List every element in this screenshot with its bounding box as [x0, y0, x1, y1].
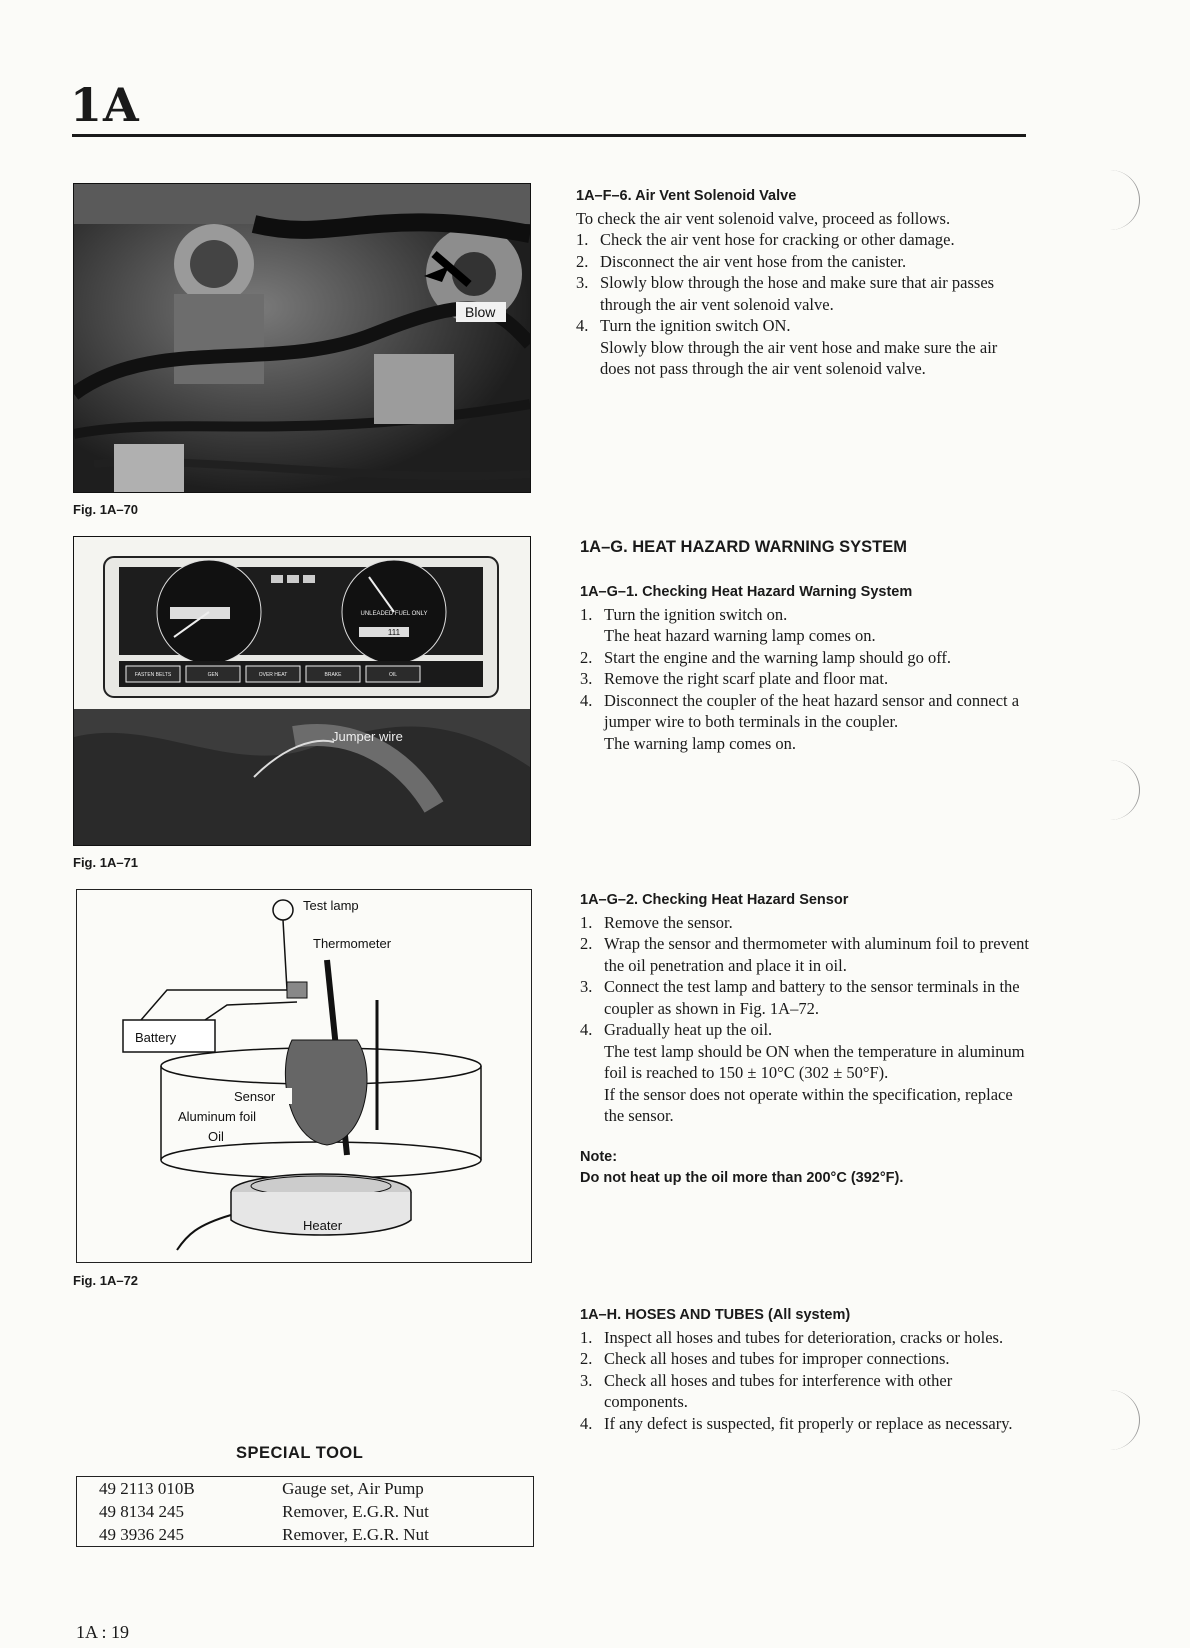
- section-1a-g-2: [580, 890, 1032, 1190]
- sensor-test-diagram: [76, 889, 532, 1263]
- list-item: 4. Gradually heat up the oil. The test lamp should be ON when the temperature in aluminum foil is reached to 150 ± 10°C (302 ± 50°F). If the sensor does not operate within the specification, replace the sensor.: [580, 1020, 1025, 1125]
- special-tool-title: SPECIAL TOOL: [236, 1444, 364, 1462]
- test-lamp-label: Test lamp: [303, 898, 359, 913]
- figure-caption: Fig. 1A–71: [73, 855, 139, 870]
- section-title: 1A–G–2. Checking Heat Hazard Sensor: [580, 892, 849, 908]
- indicator-brake: BRAKE: [324, 672, 342, 678]
- section-1a-h: [580, 1305, 1034, 1434]
- list-item: 2. Check all hoses and tubes for improper connections.: [580, 1349, 950, 1368]
- indicator-gen: GEN: [207, 672, 219, 678]
- note-text: Do not heat up the oil more than 200°C (392°F).: [580, 1170, 904, 1186]
- section-1a-g-title: 1A–G. HEAT HAZARD WARNING SYSTEM: [580, 538, 907, 556]
- table-row: [77, 1477, 534, 1501]
- tool-name: Remover, E.G.R. Nut: [282, 1502, 429, 1521]
- jumper-wire-label: Jumper wire: [332, 729, 403, 744]
- cluster-photo: [73, 536, 531, 846]
- binding-mark: [1109, 170, 1140, 230]
- note-label: Note:: [580, 1148, 618, 1165]
- list-item: 3. Slowly blow through the hose and make sure that air passes through the air vent solenoid valve.: [576, 273, 995, 314]
- tool-part-number: 49 3936 245: [99, 1525, 184, 1544]
- indicator-oil: OIL: [388, 672, 398, 678]
- header-rule: [72, 134, 1026, 137]
- list-item: 1. Remove the sensor.: [580, 912, 733, 932]
- section-1a-f-6: [576, 186, 1030, 380]
- indicator-fasten: FASTEN BELTS: [134, 672, 172, 678]
- list-item: 3. Remove the right scarf plate and floor mat.: [580, 669, 889, 688]
- table-row: [77, 1500, 534, 1523]
- figure-caption: Fig. 1A–70: [73, 502, 139, 517]
- list-item: 2. Start the engine and the warning lamp should go off.: [580, 647, 952, 667]
- list-item: 4. Disconnect the coupler of the heat hazard sensor and connect a jumper wire to both terminals in the coupler. The warning lamp comes on.: [580, 690, 1020, 753]
- test-lamp-icon: [273, 900, 293, 920]
- battery-label: Battery: [135, 1030, 177, 1045]
- figure-caption: Fig. 1A–72: [73, 1273, 139, 1288]
- section-title: 1A–G–1. Checking Heat Hazard Warning System: [580, 584, 913, 600]
- heater-label: Heater: [303, 1218, 343, 1233]
- special-tool-table: [76, 1476, 534, 1547]
- odometer-text: 111: [387, 628, 401, 637]
- tool-name: Gauge set, Air Pump: [282, 1479, 424, 1498]
- list-item: 4. If any defect is suspected, fit properly or replace as necessary.: [580, 1413, 1013, 1433]
- section-intro: To check the air vent solenoid valve, proceed as follows.: [576, 208, 951, 228]
- list-item: 1. Inspect all hoses and tubes for deterioration, cracks or holes.: [580, 1327, 1004, 1347]
- list-item: 3. Connect the test lamp and battery to the sensor terminals in the coupler as shown in Fig. 1A–72.: [580, 977, 1020, 1018]
- list-item: 1. Check the air vent hose for cracking or other damage.: [576, 230, 955, 249]
- table-row: [77, 1523, 534, 1547]
- blow-label: Blow: [465, 304, 496, 320]
- section-header: 1A: [70, 78, 140, 132]
- section-1a-g-1: [580, 582, 1030, 754]
- thermometer-label: Thermometer: [313, 936, 392, 951]
- sensor-label: Sensor: [234, 1089, 276, 1104]
- section-title: 1A–H. HOSES AND TUBES (All system): [580, 1307, 851, 1323]
- fuel-note: UNLEADED FUEL ONLY: [360, 611, 428, 617]
- indicator-overheat: OVER HEAT: [258, 672, 288, 678]
- binding-mark: [1109, 760, 1140, 820]
- page-number: 1A : 19: [76, 1622, 130, 1642]
- tool-name: Remover, E.G.R. Nut: [282, 1525, 429, 1544]
- section-title: 1A–F–6. Air Vent Solenoid Valve: [576, 188, 797, 204]
- aluminum-foil-label: Aluminum foil: [178, 1109, 257, 1124]
- list-item: 3. Check all hoses and tubes for interference with other components.: [580, 1370, 953, 1411]
- engine-photo: [73, 183, 531, 493]
- list-item: 1. Turn the ignition switch on. The heat hazard warning lamp comes on.: [580, 604, 876, 645]
- list-item: 2. Wrap the sensor and thermometer with aluminum foil to prevent the oil penetration and place it in oil.: [580, 934, 1030, 975]
- list-item: 2. Disconnect the air vent hose from the canister.: [576, 251, 907, 271]
- tool-part-number: 49 2113 010B: [99, 1479, 195, 1498]
- list-item: 4. Turn the ignition switch ON. Slowly blow through the air vent hose and make sure the air does not pass through the air vent solenoid valve.: [576, 316, 998, 378]
- binding-mark: [1109, 1390, 1140, 1450]
- oil-label: Oil: [208, 1129, 224, 1144]
- tool-part-number: 49 8134 245: [99, 1502, 184, 1521]
